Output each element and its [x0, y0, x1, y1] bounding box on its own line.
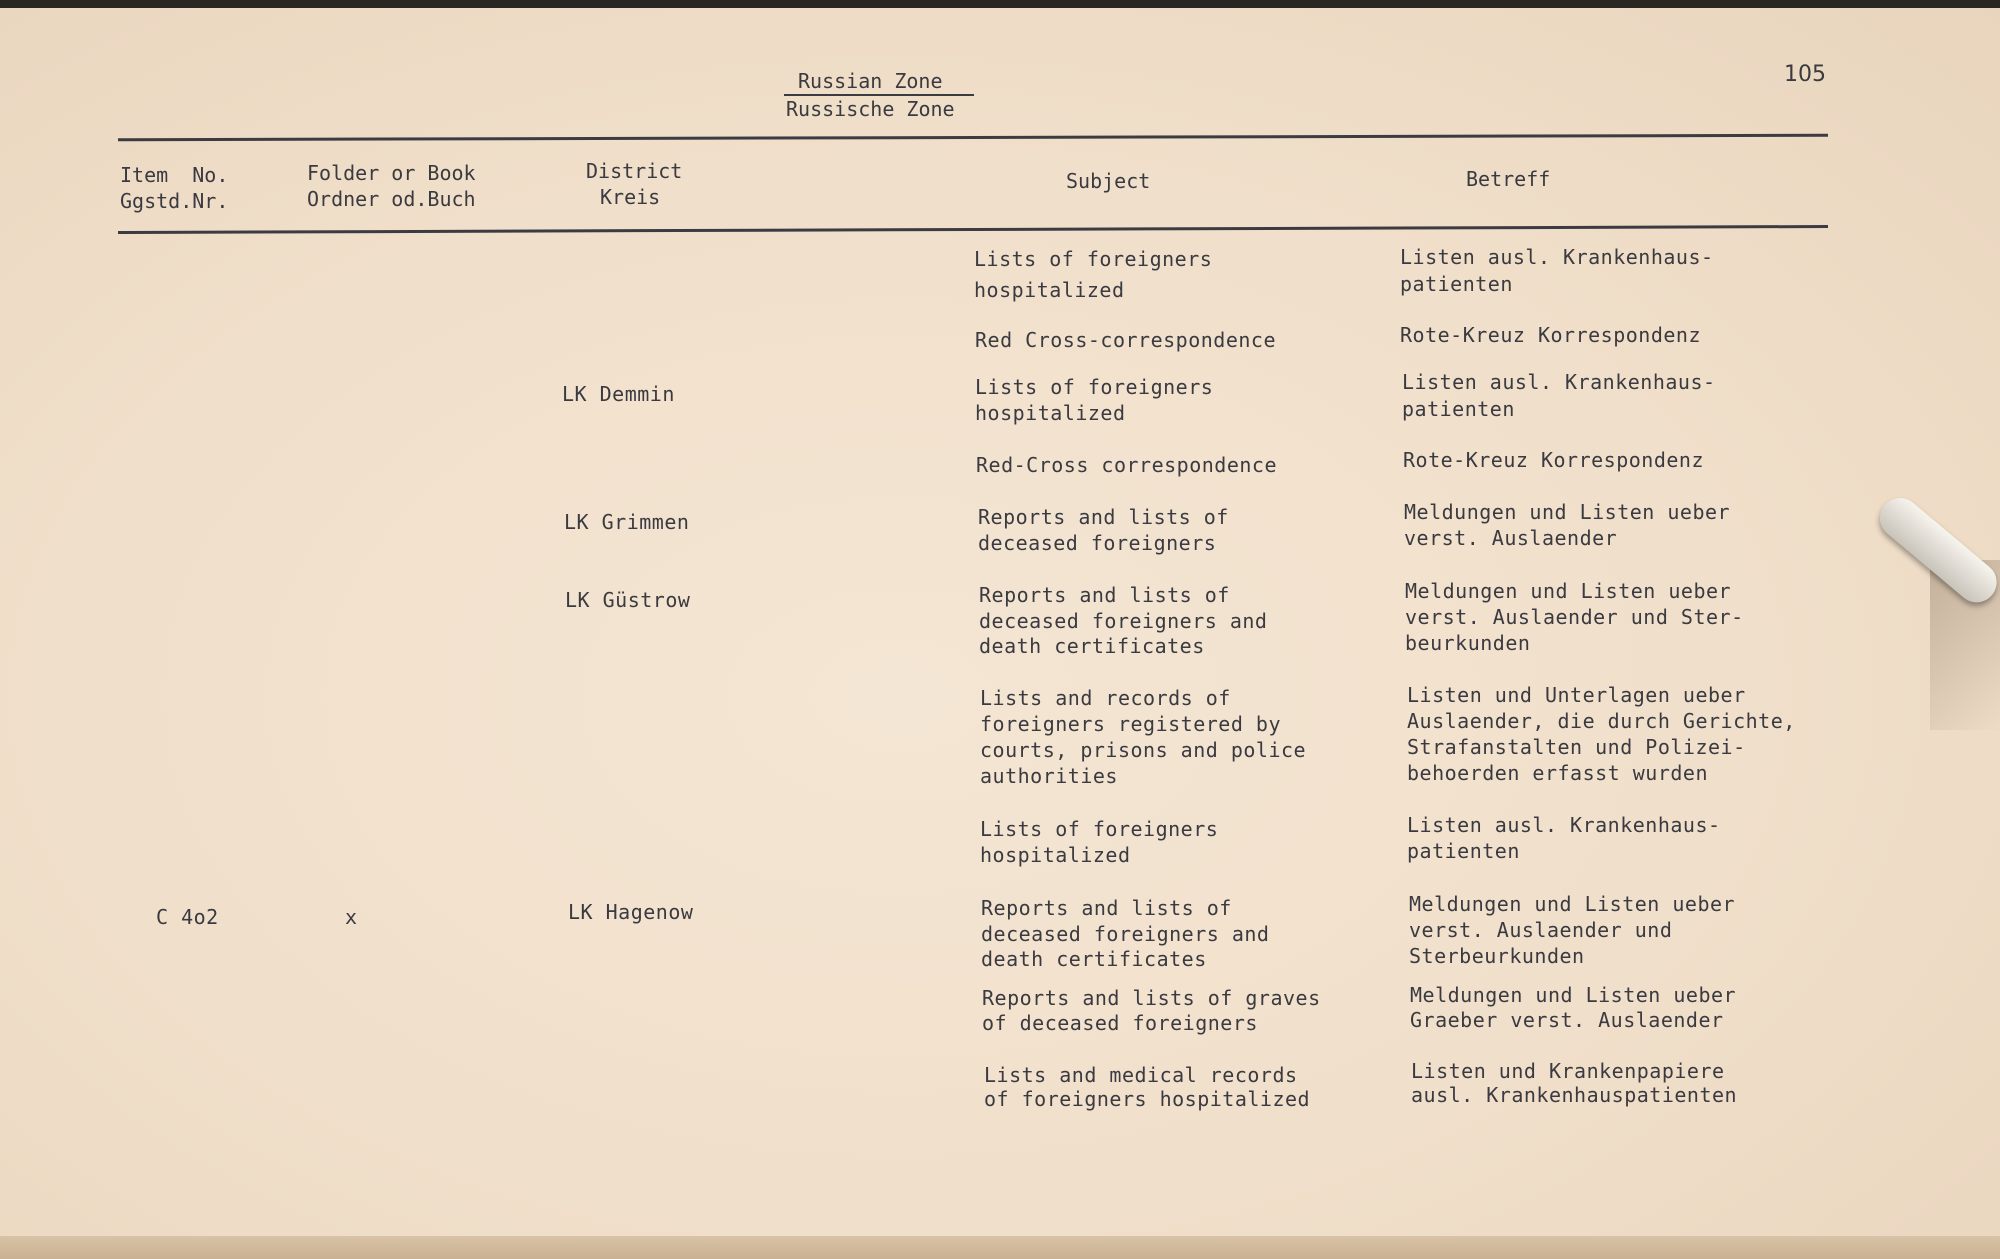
subject-line: of deceased foreigners — [982, 1011, 1258, 1035]
column-header-subject: Subject — [1066, 169, 1151, 193]
betreff-line: ausl. Krankenhauspatienten — [1411, 1083, 1738, 1107]
betreff-line: Listen ausl. Krankenhaus- — [1400, 245, 1714, 269]
subject-line: death certificates — [979, 634, 1205, 658]
subject-line: of foreigners hospitalized — [984, 1087, 1311, 1111]
subject-line: deceased foreigners and — [981, 922, 1270, 946]
betreff-line: patienten — [1402, 397, 1515, 421]
betreff-line: Meldungen und Listen ueber — [1405, 579, 1732, 603]
title-en: Russian Zone — [798, 69, 943, 93]
subject-line: hospitalized — [975, 401, 1126, 425]
betreff-line: verst. Auslaender und Ster- — [1405, 605, 1744, 629]
district-cell: LK Hagenow — [568, 900, 694, 924]
folder-cell: x — [345, 905, 358, 929]
subject-line: Reports and lists of — [979, 583, 1230, 607]
betreff-line: Rote-Kreuz Korrespondenz — [1400, 323, 1701, 347]
betreff-line: Meldungen und Listen ueber — [1404, 500, 1731, 524]
betreff-line: verst. Auslaender und — [1409, 918, 1673, 942]
subject-line: deceased foreigners — [978, 531, 1217, 555]
betreff-line: Listen ausl. Krankenhaus- — [1407, 813, 1721, 837]
subject-line: hospitalized — [980, 843, 1131, 867]
betreff-line: Auslaender, die durch Gerichte, — [1407, 709, 1796, 733]
title-de: Russische Zone — [786, 97, 955, 121]
subject-line: Lists of foreigners — [975, 375, 1214, 399]
betreff-line: Meldungen und Listen ueber — [1410, 983, 1737, 1007]
district-cell: LK Demmin — [562, 382, 675, 406]
subject-line: Lists and records of — [980, 686, 1231, 710]
subject-line: foreigners registered by — [980, 712, 1281, 736]
subject-line: Lists of foreigners — [980, 817, 1219, 841]
betreff-line: Listen ausl. Krankenhaus- — [1402, 370, 1716, 394]
betreff-line: behoerden erfasst wurden — [1407, 761, 1708, 785]
column-header-betreff: Betreff — [1466, 167, 1551, 191]
subject-line: hospitalized — [974, 278, 1125, 302]
page-edge — [0, 1236, 2000, 1259]
district-cell: LK Grimmen — [564, 510, 690, 534]
betreff-line: Listen und Krankenpapiere — [1411, 1059, 1725, 1083]
betreff-line: Graeber verst. Auslaender — [1410, 1008, 1724, 1032]
betreff-line: Listen und Unterlagen ueber — [1407, 683, 1746, 707]
betreff-line: Rote-Kreuz Korrespondenz — [1403, 448, 1704, 472]
betreff-line: Sterbeurkunden — [1409, 944, 1585, 968]
subject-line: Reports and lists of — [978, 505, 1229, 529]
page-number: 105 — [1784, 62, 1826, 87]
subject-line: courts, prisons and police — [980, 738, 1307, 762]
subject-line: death certificates — [981, 947, 1207, 971]
district-cell: LK Güstrow — [565, 588, 691, 612]
subject-line: Reports and lists of — [981, 896, 1232, 920]
betreff-line: verst. Auslaender — [1404, 526, 1618, 550]
betreff-line: patienten — [1400, 272, 1513, 296]
betreff-line: Meldungen und Listen ueber — [1409, 892, 1736, 916]
subject-line: Lists and medical records — [984, 1063, 1298, 1087]
subject-line: deceased foreigners and — [979, 609, 1268, 633]
item-cell: C 4o2 — [156, 905, 219, 929]
betreff-line: Strafanstalten und Polizei- — [1407, 735, 1746, 759]
subject-line: Reports and lists of graves — [982, 986, 1321, 1010]
subject-line: Lists of foreigners — [974, 247, 1213, 271]
subject-line: Red Cross-correspondence — [975, 328, 1276, 352]
betreff-line: patienten — [1407, 839, 1520, 863]
betreff-line: beurkunden — [1405, 631, 1531, 655]
subject-line: Red-Cross correspondence — [976, 453, 1277, 477]
subject-line: authorities — [980, 764, 1118, 788]
